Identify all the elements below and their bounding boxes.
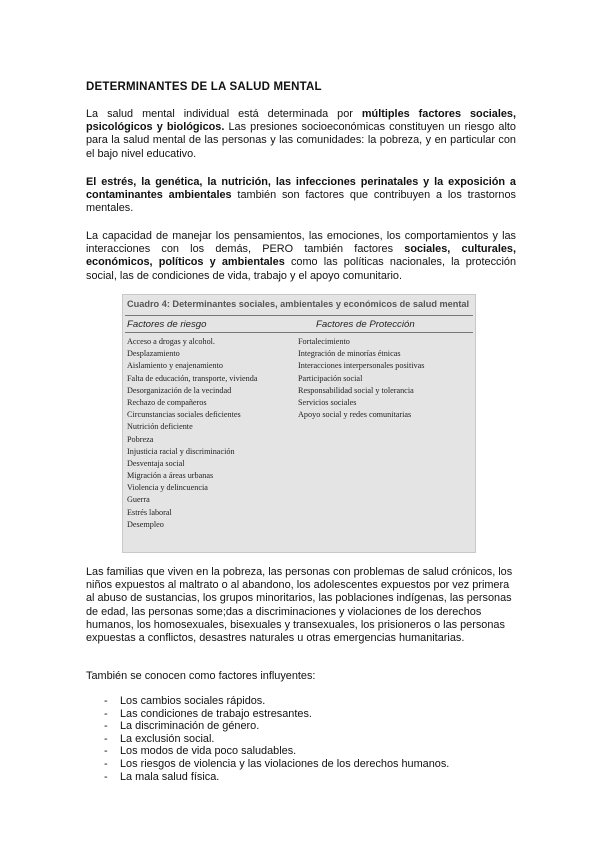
paragraph-2-bold: El estrés, la genética, la nutrición, las infecciones perinatales y la exposición a contaminantes ambientales	[86, 176, 516, 202]
table-header-divider	[125, 332, 473, 333]
list-item: - La mala salud física.	[104, 771, 449, 784]
paragraph-2	[86, 176, 516, 216]
list-item: - Los riesgos de violencia y las violaciones de los derechos humanos.	[104, 758, 449, 771]
paragraph-3-text-c: como las políticas nacionales, la protección social, las de condiciones de vida, trabajo y el apoyo comunitario.	[86, 256, 516, 282]
paragraph-3-bold: sociales, culturales, económicos, políticos y ambientales	[86, 243, 516, 269]
list-item: Desorganización de la vecindad	[127, 385, 232, 395]
paragraph-1-text-a: La salud mental individual está determinada por	[86, 108, 362, 120]
paragraph-3	[86, 230, 516, 283]
list-item: - La discriminación de género.	[104, 720, 449, 733]
paragraph-5: También se conocen como factores influyentes:	[86, 670, 316, 682]
paragraph-1	[86, 108, 516, 161]
determinants-table	[122, 294, 476, 553]
list-item: Acceso a drogas y alcohol.	[127, 337, 215, 346]
list-item: Migración a áreas urbanas	[127, 471, 214, 481]
list-item: Pobreza	[127, 434, 154, 444]
list-item: Desventaja social	[127, 458, 185, 468]
list-item: Interacciones interpersonales positivas	[298, 361, 425, 371]
list-item: Rechazo de compañeros	[127, 397, 207, 407]
list-item: Desplazamiento	[127, 349, 180, 359]
risk-factors-list	[127, 336, 258, 531]
list-item: Circunstancias sociales deficientes	[127, 410, 241, 420]
list-item: Falta de educación, transporte, vivienda	[127, 373, 258, 383]
paragraph-3-text-a: La capacidad de manejar los pensamientos, las emociones, los comportamientos y las interacciones con los demás, PERO también factores	[86, 230, 516, 256]
list-item: Estrés laboral	[127, 507, 172, 517]
list-item: Integración de minorías étnicas	[298, 349, 401, 359]
list-item: Guerra	[127, 495, 150, 505]
list-item: - La exclusión social.	[104, 733, 449, 746]
list-item: Apoyo social y redes comunitarias	[298, 410, 412, 420]
paragraph-2-text: también son factores que contribuyen a los trastornos mentales.	[86, 189, 516, 215]
paragraph-4: Las familias que viven en la pobreza, las personas con problemas de salud crónicos, los niños expuestos al maltrato o al abandono, los adolescentes expuestos por vez primera al abuso de sustancias, los grupos minoritarios, las poblaciones indígenas, las personas de edad, las personas some;das a discriminaciones y violaciones de los derechos humanos, los homosexuales, bisexuales y transexuales, los prisioneros o las personas expuestas a conflictos, desastres naturales u otras emergencias humanitarias.	[86, 566, 513, 645]
list-item: Responsabilidad social y tolerancia	[298, 385, 414, 395]
risk-factors-header: Factores de riesgo	[127, 319, 207, 330]
paragraph-1-text-c: Las presiones socioeconómicas constituyen un riesgo alto para la salud mental de las personas y las comunidades: la pobreza, y en particular con el bajo nivel educativo.	[86, 121, 516, 160]
page-title: DETERMINANTES DE LA SALUD MENTAL	[86, 81, 322, 93]
table-divider	[125, 315, 473, 316]
protection-factors-header: Factores de Protección	[316, 319, 415, 330]
list-item: Servicios sociales	[298, 397, 357, 407]
list-item: Violencia y delincuencia	[127, 483, 208, 493]
list-item: - Las condiciones de trabajo estresantes.	[104, 708, 449, 721]
list-item: Nutrición deficiente	[127, 422, 193, 432]
list-item: Aislamiento y enajenamiento	[127, 361, 223, 371]
list-item: Desempleo	[127, 519, 164, 529]
list-item: Participación social	[298, 373, 363, 383]
protection-factors-list	[298, 336, 424, 421]
table-title: Cuadro 4: Determinantes sociales, ambientales y económicos de salud mental	[127, 299, 470, 309]
influencing-factors-list	[104, 695, 449, 783]
list-item: - Los modos de vida poco saludables.	[104, 745, 449, 758]
list-item: Fortalecimiento	[298, 337, 350, 346]
list-item: Injusticia racial y discriminación	[127, 446, 235, 456]
list-item: - Los cambios sociales rápidos.	[104, 695, 449, 708]
paragraph-1-bold: múltiples factores sociales, psicológicos y biológicos.	[86, 108, 516, 134]
